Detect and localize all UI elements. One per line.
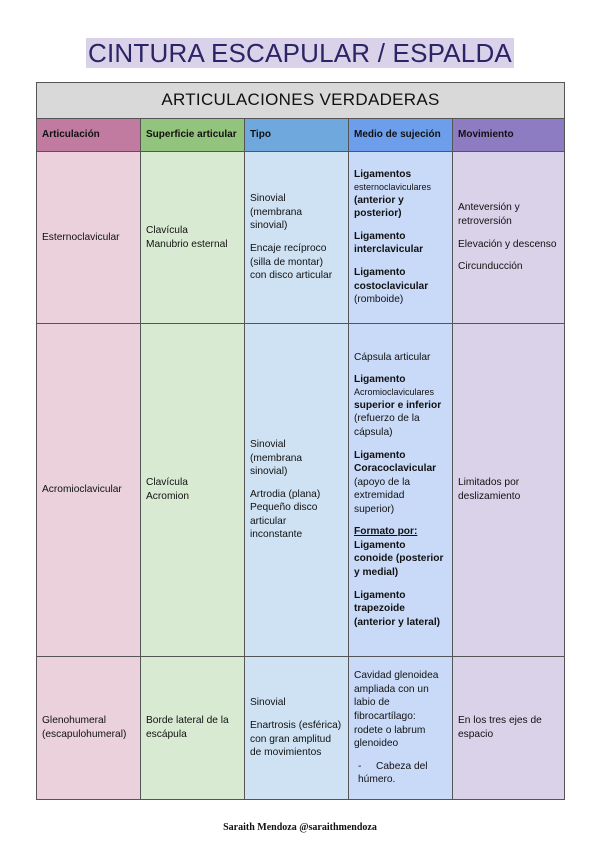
ligament-name: Ligamento conoide (posterior y medial) (354, 539, 444, 579)
cell-superficie (141, 152, 245, 324)
tipo-line: Encaje recíproco (250, 243, 327, 254)
superficie-line: Clavícula (146, 224, 188, 236)
tipo-line: Sinovial (250, 193, 286, 205)
header-tipo: Tipo (245, 119, 349, 152)
table-row (37, 657, 565, 800)
cell-sujecion (349, 657, 453, 800)
sujecion-text: Cavidad glenoidea ampliada con un labio de fibrocartílago: rodete o labrum glenoideo (354, 670, 439, 750)
tipo-line: sinovial) (250, 466, 288, 478)
ligament-subtitle: Acromioclaviculares (354, 386, 435, 397)
tipo-line: (silla de montar) (250, 256, 324, 268)
cell-superficie (141, 657, 245, 800)
header-superficie: Superficie articular (141, 119, 245, 152)
ligament-detail: (anterior y posterior) (354, 194, 404, 220)
cell-articulacion: Esternoclavicular (37, 152, 141, 324)
tipo-line: Sinovial (250, 439, 286, 451)
cell-superficie (141, 324, 245, 657)
ligament-note: (refuerzo de la cápsula) (354, 413, 420, 438)
cell-tipo (245, 152, 349, 324)
header-articulacion: Articulación (37, 119, 141, 152)
cell-movimiento (453, 324, 565, 657)
table-header-row (37, 119, 565, 152)
capsule-label: Cápsula articular (354, 351, 431, 363)
header-sujecion: Medio de sujeción (349, 119, 453, 152)
tipo-line: con disco articular (250, 270, 333, 282)
ligament-subtitle: esternoclaviculares (354, 181, 432, 192)
tipo-line: Pequeño disco (250, 502, 318, 514)
ligament-detail: superior e inferior (354, 399, 442, 411)
movement-item: Circunducción (458, 261, 523, 273)
superficie-line: Manubrio esternal (146, 238, 228, 250)
tipo-line: (membrana (250, 206, 303, 218)
page-title (0, 38, 600, 69)
tipo-line: sinovial) (250, 220, 288, 232)
movement-item: Anteversión y retroversión (458, 202, 520, 227)
header-movimiento: Movimiento (453, 119, 565, 152)
tipo-line: Sinovial (250, 697, 286, 709)
movement-item: En los tres ejes de espacio (458, 715, 542, 740)
tipo-line: (membrana (250, 452, 303, 464)
movement-item: Limitados por deslizamiento (458, 477, 521, 502)
section-header: ARTICULACIONES VERDADERAS (37, 83, 565, 119)
bullet-dash: - (358, 760, 362, 772)
movement-item: Elevación y descenso (458, 238, 557, 250)
cell-tipo (245, 324, 349, 657)
bullet-text: Cabeza del húmero. (358, 760, 428, 786)
ligament-name: Ligamento (354, 374, 406, 386)
cell-sujecion (349, 152, 453, 324)
ligament-name: Ligamento interclavicular (354, 230, 424, 256)
bullet-item (354, 760, 447, 787)
tipo-line: articular (250, 515, 287, 527)
superficie-line: Acromion (146, 491, 190, 502)
table-row (37, 324, 565, 657)
ligament-name: Ligamento costoclavicular (354, 267, 429, 292)
page-title-text: CINTURA ESCAPULAR / ESPALDA (88, 38, 512, 68)
tipo-line: Enartrosis (esférica) con gran amplitud de movimientos (250, 719, 342, 759)
ligament-note: (apoyo de la extremidad superior) (354, 476, 411, 515)
cell-tipo (245, 657, 349, 800)
superficie-line: Borde lateral de la escápula (146, 715, 229, 740)
formato-label: Formato por: (354, 526, 418, 538)
ligament-name: Ligamentos (354, 169, 412, 181)
ligament-name: Ligamento Coracoclavicular (354, 449, 437, 475)
superficie-line: Clavícula (146, 477, 188, 489)
joints-table (36, 82, 565, 800)
cell-movimiento (453, 657, 565, 800)
tipo-line: Artrodia (plana) (250, 488, 321, 500)
author-credit: Saraith Mendoza @saraithmendoza (223, 822, 377, 833)
ligament-note: (romboide) (354, 294, 404, 306)
cell-movimiento (453, 152, 565, 324)
cell-sujecion (349, 324, 453, 657)
table-row (37, 152, 565, 324)
cell-articulacion: Glenohumeral (escapulohumeral) (37, 657, 141, 800)
tipo-line: inconstante (250, 529, 303, 541)
ligament-name: Ligamento trapezoide (anterior y lateral) (354, 589, 441, 628)
cell-articulacion: Acromioclavicular (37, 324, 141, 657)
